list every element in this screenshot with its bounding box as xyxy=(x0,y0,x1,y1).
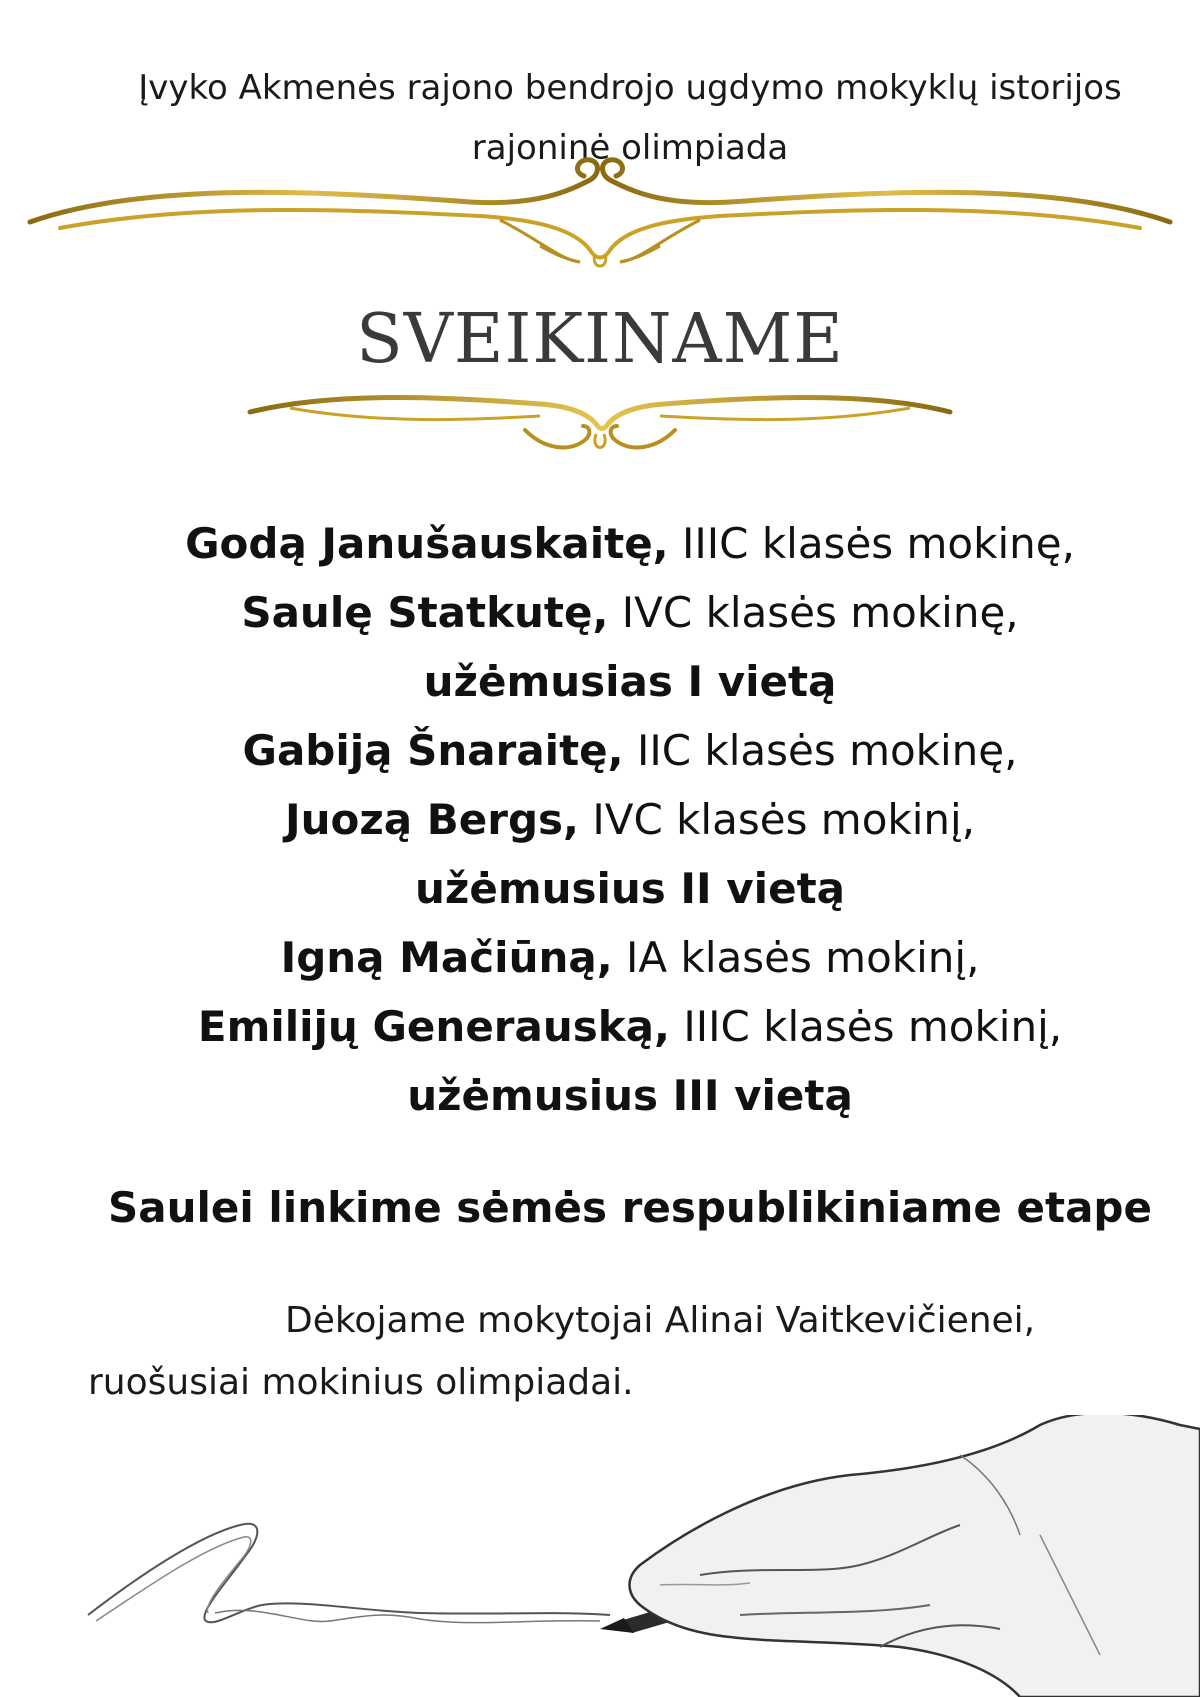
winner-class: IIC klasės mokinę, xyxy=(623,726,1018,775)
winner-line xyxy=(80,509,1180,578)
thanks-line-1: Dėkojame mokytojai Alinai Vaitkevičienei, xyxy=(285,1300,1036,1341)
header-line-1: Įvyko Akmenės rajono bendrojo ugdymo mokyklų istorijos xyxy=(138,68,1122,108)
gold-flourish-top-icon xyxy=(0,150,1200,280)
hand-writing-icon xyxy=(0,1415,1200,1697)
winner-line xyxy=(80,785,1180,854)
page-title: SVEIKINAME xyxy=(356,300,844,379)
winner-name: Gabiją Šnaraitę, xyxy=(242,726,624,775)
winner-class: IVC klasės mokinį, xyxy=(578,795,976,844)
winner-class: IVC klasės mokinę, xyxy=(608,588,1019,637)
gold-flourish-bottom-icon xyxy=(0,390,1200,465)
place-label: užėmusius II vietą xyxy=(415,864,845,913)
header-line-2: rajoninė olimpiada xyxy=(471,128,789,168)
winner-name: Godą Janušauskaitę, xyxy=(185,519,669,568)
winner-line xyxy=(80,578,1180,647)
winner-line xyxy=(80,992,1180,1061)
winners-list xyxy=(80,509,1180,1130)
winner-name: Juozą Bergs, xyxy=(284,795,579,844)
wish-text: Saulei linkime sėmės respublikiniame etape xyxy=(108,1183,1152,1232)
winner-name: Igną Mačiūną, xyxy=(280,933,613,982)
place-label: užėmusius III vietą xyxy=(407,1071,853,1120)
place-label: užėmusias I vietą xyxy=(423,657,837,706)
winner-class: IA klasės mokinį, xyxy=(612,933,980,982)
winner-line xyxy=(80,716,1180,785)
winner-class: IIIC klasės mokinę, xyxy=(668,519,1075,568)
thanks-line-2: ruošusiai mokinius olimpiadai. xyxy=(88,1362,634,1403)
winner-name: Saulę Statkutę, xyxy=(241,588,609,637)
thanks-paragraph xyxy=(88,1290,1148,1414)
winner-class: IIIC klasės mokinį, xyxy=(669,1002,1063,1051)
winner-line xyxy=(80,923,1180,992)
winner-name: Emilijų Generauską, xyxy=(197,1002,670,1051)
